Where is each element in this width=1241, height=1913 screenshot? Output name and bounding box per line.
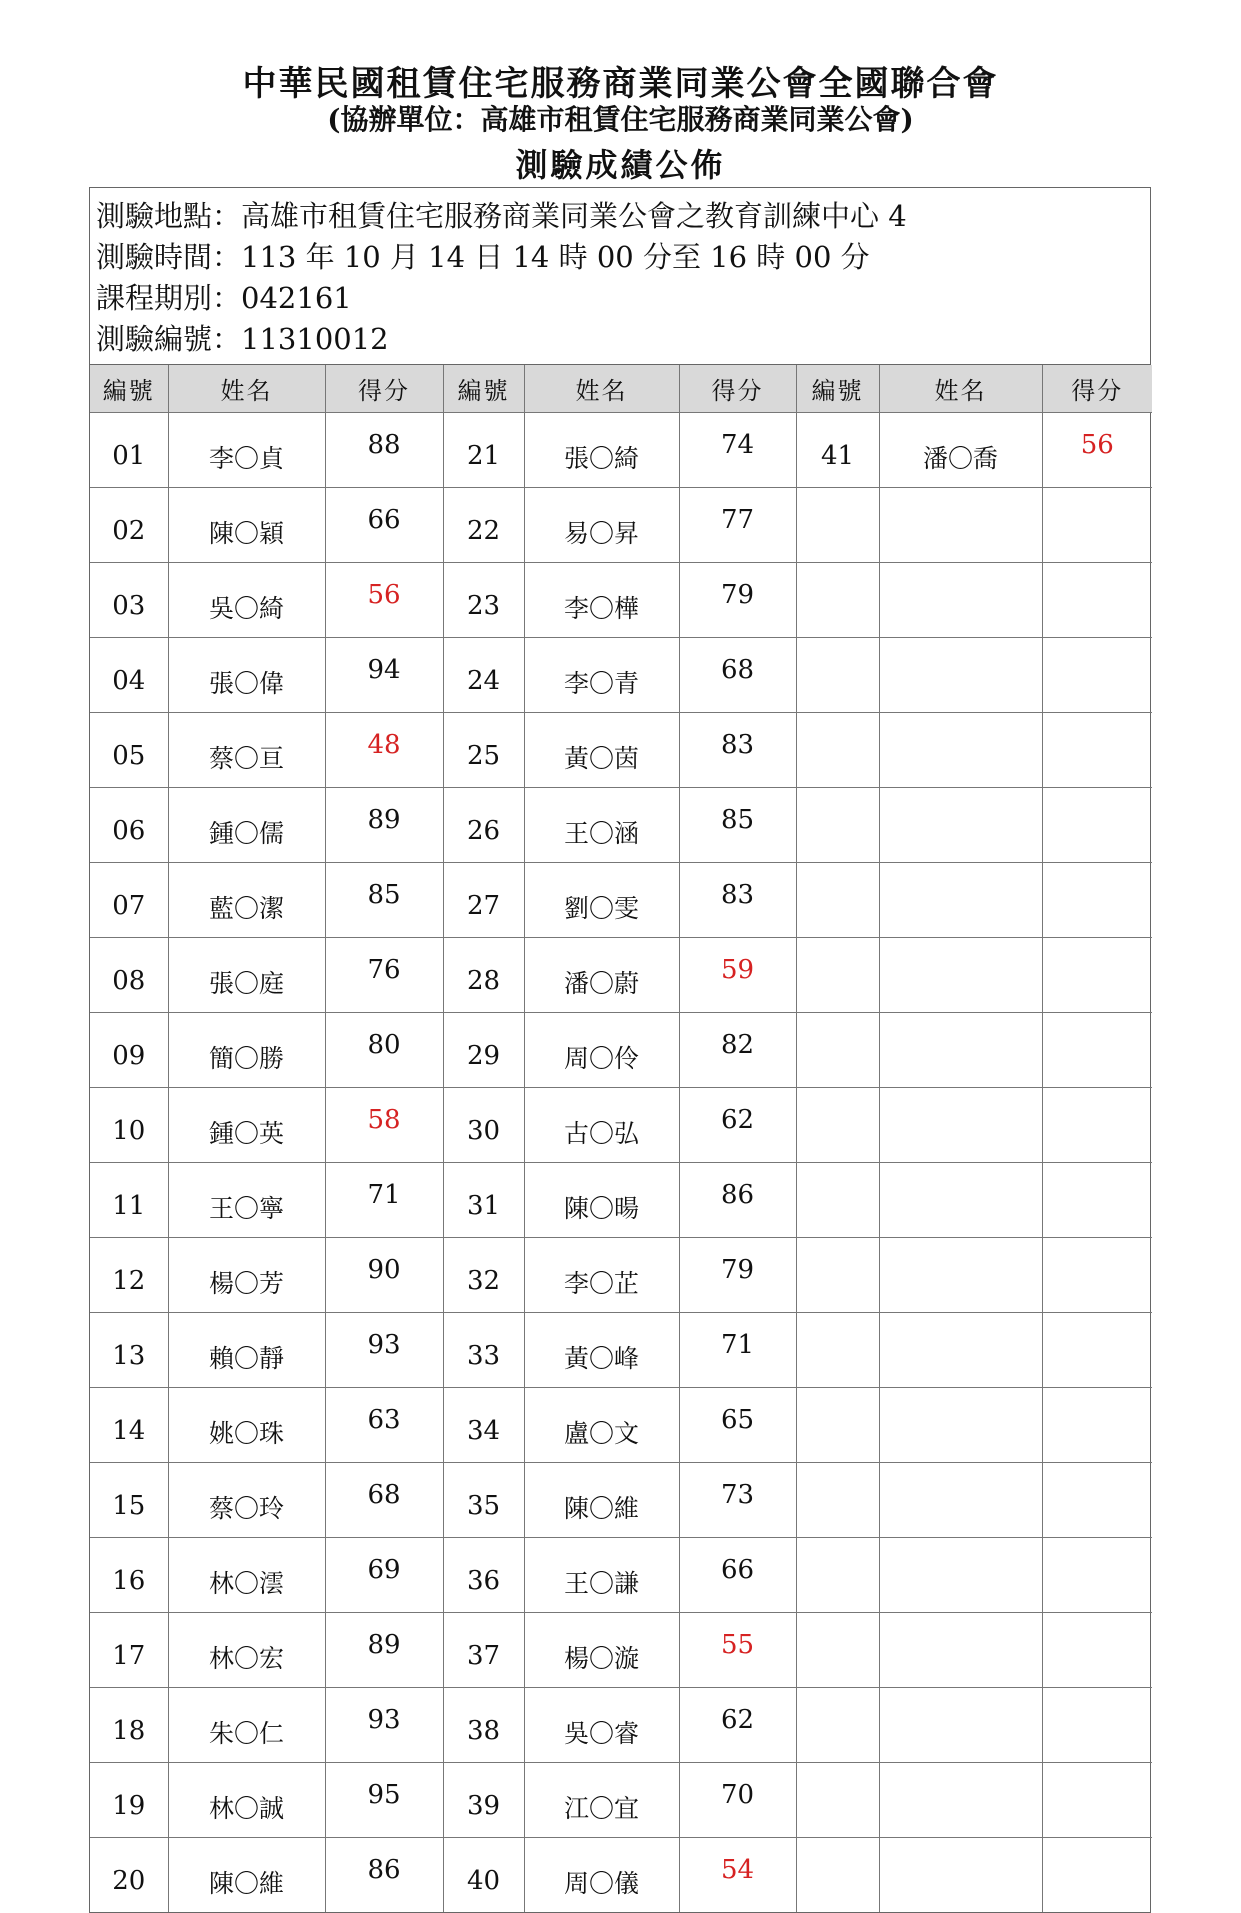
- student-number: 32: [443, 1238, 524, 1313]
- table-row: [90, 713, 1152, 788]
- empty-cell: [879, 713, 1042, 788]
- empty-cell: [879, 1013, 1042, 1088]
- student-number: 02: [90, 488, 168, 563]
- table-row: [90, 1388, 1152, 1463]
- student-score: 93: [325, 1313, 443, 1388]
- student-name: 李〇貞: [168, 413, 325, 488]
- student-score: 76: [325, 938, 443, 1013]
- student-name: 蔡〇玲: [168, 1463, 325, 1538]
- student-score: 88: [325, 413, 443, 488]
- student-number: 39: [443, 1763, 524, 1838]
- student-name: 王〇涵: [524, 788, 679, 863]
- student-score: 86: [325, 1838, 443, 1913]
- student-score: 54: [679, 1838, 796, 1913]
- table-row: [90, 1163, 1152, 1238]
- empty-cell: [1042, 1388, 1152, 1463]
- student-name: 潘〇蔚: [524, 938, 679, 1013]
- student-name: 王〇寧: [168, 1163, 325, 1238]
- student-name: 黃〇茵: [524, 713, 679, 788]
- student-number: 29: [443, 1013, 524, 1088]
- student-name: 張〇偉: [168, 638, 325, 713]
- table-row: [90, 1538, 1152, 1613]
- empty-cell: [1042, 1013, 1152, 1088]
- student-name: 潘〇喬: [879, 413, 1042, 488]
- student-number: 25: [443, 713, 524, 788]
- col-header-score-3: 得分: [1042, 365, 1152, 413]
- student-score: 90: [325, 1238, 443, 1313]
- empty-cell: [796, 1838, 879, 1913]
- student-name: 簡〇勝: [168, 1013, 325, 1088]
- student-score: 59: [679, 938, 796, 1013]
- empty-cell: [1042, 1538, 1152, 1613]
- empty-cell: [1042, 1463, 1152, 1538]
- exam-time-row: [96, 237, 1144, 278]
- exam-location-row: [96, 196, 1144, 237]
- student-number: 35: [443, 1463, 524, 1538]
- student-name: 李〇樺: [524, 563, 679, 638]
- student-name: 陳〇維: [524, 1463, 679, 1538]
- student-name: 劉〇雯: [524, 863, 679, 938]
- empty-cell: [1042, 1163, 1152, 1238]
- empty-cell: [796, 1463, 879, 1538]
- student-score: 62: [679, 1688, 796, 1763]
- student-score: 93: [325, 1688, 443, 1763]
- empty-cell: [796, 488, 879, 563]
- empty-cell: [796, 1613, 879, 1688]
- table-row: [90, 1013, 1152, 1088]
- exam-location-value: 高雄市租賃住宅服務商業同業公會之教育訓練中心 4: [241, 199, 907, 233]
- empty-cell: [1042, 1088, 1152, 1163]
- student-name: 張〇庭: [168, 938, 325, 1013]
- empty-cell: [796, 863, 879, 938]
- student-name: 楊〇漩: [524, 1613, 679, 1688]
- student-score: 56: [1042, 413, 1152, 488]
- student-score: 55: [679, 1613, 796, 1688]
- empty-cell: [879, 863, 1042, 938]
- col-header-name-1: 姓名: [168, 365, 325, 413]
- student-score: 66: [325, 488, 443, 563]
- table-row: [90, 938, 1152, 1013]
- student-number: 33: [443, 1313, 524, 1388]
- student-score: 70: [679, 1763, 796, 1838]
- exam-time-label: 測驗時間：: [96, 240, 242, 274]
- empty-cell: [1042, 488, 1152, 563]
- empty-cell: [879, 1688, 1042, 1763]
- student-number: 18: [90, 1688, 168, 1763]
- exam-location-label: 測驗地點：: [96, 199, 242, 233]
- student-number: 22: [443, 488, 524, 563]
- student-number: 38: [443, 1688, 524, 1763]
- student-name: 周〇伶: [524, 1013, 679, 1088]
- empty-cell: [796, 1313, 879, 1388]
- empty-cell: [796, 1238, 879, 1313]
- student-name: 姚〇珠: [168, 1388, 325, 1463]
- table-row: [90, 1463, 1152, 1538]
- empty-cell: [879, 1838, 1042, 1913]
- student-name: 盧〇文: [524, 1388, 679, 1463]
- course-period-value: 042161: [241, 281, 352, 315]
- student-number: 26: [443, 788, 524, 863]
- empty-cell: [879, 1238, 1042, 1313]
- student-name: 鍾〇英: [168, 1088, 325, 1163]
- empty-cell: [796, 638, 879, 713]
- table-row: [90, 563, 1152, 638]
- empty-cell: [796, 1163, 879, 1238]
- student-score: 86: [679, 1163, 796, 1238]
- student-score: 68: [325, 1463, 443, 1538]
- student-name: 吳〇綺: [168, 563, 325, 638]
- student-score: 74: [679, 413, 796, 488]
- student-name: 陳〇穎: [168, 488, 325, 563]
- results-sheet: [89, 187, 1151, 1913]
- student-number: 16: [90, 1538, 168, 1613]
- empty-cell: [879, 638, 1042, 713]
- empty-cell: [1042, 1763, 1152, 1838]
- exam-time-value: 113 年 10 月 14 日 14 時 00 分至 16 時 00 分: [241, 240, 870, 274]
- student-number: 08: [90, 938, 168, 1013]
- student-score: 82: [679, 1013, 796, 1088]
- student-name: 林〇宏: [168, 1613, 325, 1688]
- empty-cell: [796, 1088, 879, 1163]
- empty-cell: [879, 1313, 1042, 1388]
- col-header-number-1: 編號: [90, 365, 168, 413]
- empty-cell: [879, 563, 1042, 638]
- student-name: 楊〇芳: [168, 1238, 325, 1313]
- co-organizer-line: (協辦單位：高雄市租賃住宅服務商業同業公會): [327, 103, 914, 136]
- empty-cell: [879, 488, 1042, 563]
- student-number: 03: [90, 563, 168, 638]
- empty-cell: [796, 1688, 879, 1763]
- student-number: 36: [443, 1538, 524, 1613]
- exam-number-row: [96, 319, 1144, 360]
- student-number: 12: [90, 1238, 168, 1313]
- student-name: 吳〇睿: [524, 1688, 679, 1763]
- empty-cell: [1042, 1688, 1152, 1763]
- empty-cell: [879, 1538, 1042, 1613]
- student-name: 易〇昇: [524, 488, 679, 563]
- student-score: 85: [325, 863, 443, 938]
- student-number: 28: [443, 938, 524, 1013]
- empty-cell: [1042, 1238, 1152, 1313]
- student-number: 04: [90, 638, 168, 713]
- empty-cell: [796, 1388, 879, 1463]
- student-number: 09: [90, 1013, 168, 1088]
- empty-cell: [796, 788, 879, 863]
- table-row: [90, 788, 1152, 863]
- empty-cell: [879, 1463, 1042, 1538]
- student-score: 71: [325, 1163, 443, 1238]
- table-row: [90, 413, 1152, 488]
- student-score: 79: [679, 1238, 796, 1313]
- table-row: [90, 638, 1152, 713]
- student-score: 95: [325, 1763, 443, 1838]
- empty-cell: [796, 563, 879, 638]
- course-period-row: [96, 278, 1144, 319]
- student-score: 83: [679, 713, 796, 788]
- course-period-label: 課程期別：: [96, 281, 242, 315]
- student-score: 48: [325, 713, 443, 788]
- student-name: 朱〇仁: [168, 1688, 325, 1763]
- student-score: 58: [325, 1088, 443, 1163]
- empty-cell: [1042, 863, 1152, 938]
- student-score: 66: [679, 1538, 796, 1613]
- student-number: 30: [443, 1088, 524, 1163]
- student-number: 17: [90, 1613, 168, 1688]
- empty-cell: [879, 788, 1042, 863]
- score-table: [90, 365, 1152, 1912]
- student-number: 20: [90, 1838, 168, 1913]
- empty-cell: [796, 713, 879, 788]
- col-header-name-2: 姓名: [524, 365, 679, 413]
- student-score: 65: [679, 1388, 796, 1463]
- student-name: 蔡〇亘: [168, 713, 325, 788]
- empty-cell: [796, 1538, 879, 1613]
- student-score: 79: [679, 563, 796, 638]
- table-row: [90, 863, 1152, 938]
- empty-cell: [796, 1013, 879, 1088]
- student-number: 40: [443, 1838, 524, 1913]
- student-score: 73: [679, 1463, 796, 1538]
- student-number: 37: [443, 1613, 524, 1688]
- student-score: 77: [679, 488, 796, 563]
- student-name: 江〇宜: [524, 1763, 679, 1838]
- table-row: [90, 488, 1152, 563]
- student-name: 王〇謙: [524, 1538, 679, 1613]
- student-name: 陳〇暘: [524, 1163, 679, 1238]
- student-number: 10: [90, 1088, 168, 1163]
- empty-cell: [1042, 713, 1152, 788]
- empty-cell: [879, 1088, 1042, 1163]
- student-number: 23: [443, 563, 524, 638]
- table-row: [90, 1238, 1152, 1313]
- empty-cell: [1042, 1313, 1152, 1388]
- student-score: 83: [679, 863, 796, 938]
- empty-cell: [879, 1613, 1042, 1688]
- student-name: 藍〇潔: [168, 863, 325, 938]
- student-number: 13: [90, 1313, 168, 1388]
- col-header-number-2: 編號: [443, 365, 524, 413]
- student-name: 李〇青: [524, 638, 679, 713]
- empty-cell: [1042, 1838, 1152, 1913]
- col-header-score-1: 得分: [325, 365, 443, 413]
- table-row: [90, 1688, 1152, 1763]
- student-score: 89: [325, 788, 443, 863]
- student-name: 李〇芷: [524, 1238, 679, 1313]
- student-number: 15: [90, 1463, 168, 1538]
- student-number: 14: [90, 1388, 168, 1463]
- student-name: 黃〇峰: [524, 1313, 679, 1388]
- student-number: 31: [443, 1163, 524, 1238]
- student-number: 11: [90, 1163, 168, 1238]
- student-score: 94: [325, 638, 443, 713]
- student-number: 07: [90, 863, 168, 938]
- exam-number-value: 11310012: [241, 322, 389, 356]
- student-score: 85: [679, 788, 796, 863]
- col-header-name-3: 姓名: [879, 365, 1042, 413]
- empty-cell: [796, 938, 879, 1013]
- student-number: 05: [90, 713, 168, 788]
- student-name: 林〇澐: [168, 1538, 325, 1613]
- empty-cell: [879, 938, 1042, 1013]
- student-score: 56: [325, 563, 443, 638]
- table-row: [90, 1838, 1152, 1913]
- student-number: 27: [443, 863, 524, 938]
- empty-cell: [879, 1388, 1042, 1463]
- col-header-score-2: 得分: [679, 365, 796, 413]
- student-score: 63: [325, 1388, 443, 1463]
- student-name: 周〇儀: [524, 1838, 679, 1913]
- table-row: [90, 1313, 1152, 1388]
- empty-cell: [879, 1163, 1042, 1238]
- student-number: 34: [443, 1388, 524, 1463]
- score-table-body: [90, 413, 1152, 1913]
- empty-cell: [879, 1763, 1042, 1838]
- student-number: 06: [90, 788, 168, 863]
- student-score: 89: [325, 1613, 443, 1688]
- table-row: [90, 1088, 1152, 1163]
- student-number: 21: [443, 413, 524, 488]
- empty-cell: [1042, 563, 1152, 638]
- student-number: 01: [90, 413, 168, 488]
- empty-cell: [1042, 638, 1152, 713]
- exam-number-label: 測驗編號：: [96, 322, 242, 356]
- student-number: 24: [443, 638, 524, 713]
- student-name: 賴〇靜: [168, 1313, 325, 1388]
- exam-info-block: [90, 188, 1150, 365]
- empty-cell: [1042, 1613, 1152, 1688]
- student-number: 41: [796, 413, 879, 488]
- document-title: 測驗成績公佈: [515, 146, 726, 184]
- col-header-number-3: 編號: [796, 365, 879, 413]
- student-score: 71: [679, 1313, 796, 1388]
- table-row: [90, 1613, 1152, 1688]
- student-name: 林〇誠: [168, 1763, 325, 1838]
- student-score: 68: [679, 638, 796, 713]
- student-name: 陳〇維: [168, 1838, 325, 1913]
- student-name: 古〇弘: [524, 1088, 679, 1163]
- student-name: 鍾〇儒: [168, 788, 325, 863]
- student-score: 62: [679, 1088, 796, 1163]
- student-score: 69: [325, 1538, 443, 1613]
- empty-cell: [1042, 938, 1152, 1013]
- student-score: 80: [325, 1013, 443, 1088]
- student-number: 19: [90, 1763, 168, 1838]
- empty-cell: [1042, 788, 1152, 863]
- table-row: [90, 1763, 1152, 1838]
- score-table-header: [90, 365, 1152, 413]
- student-name: 張〇綺: [524, 413, 679, 488]
- empty-cell: [796, 1763, 879, 1838]
- organization-title: 中華民國租賃住宅服務商業同業公會全國聯合會: [242, 64, 999, 104]
